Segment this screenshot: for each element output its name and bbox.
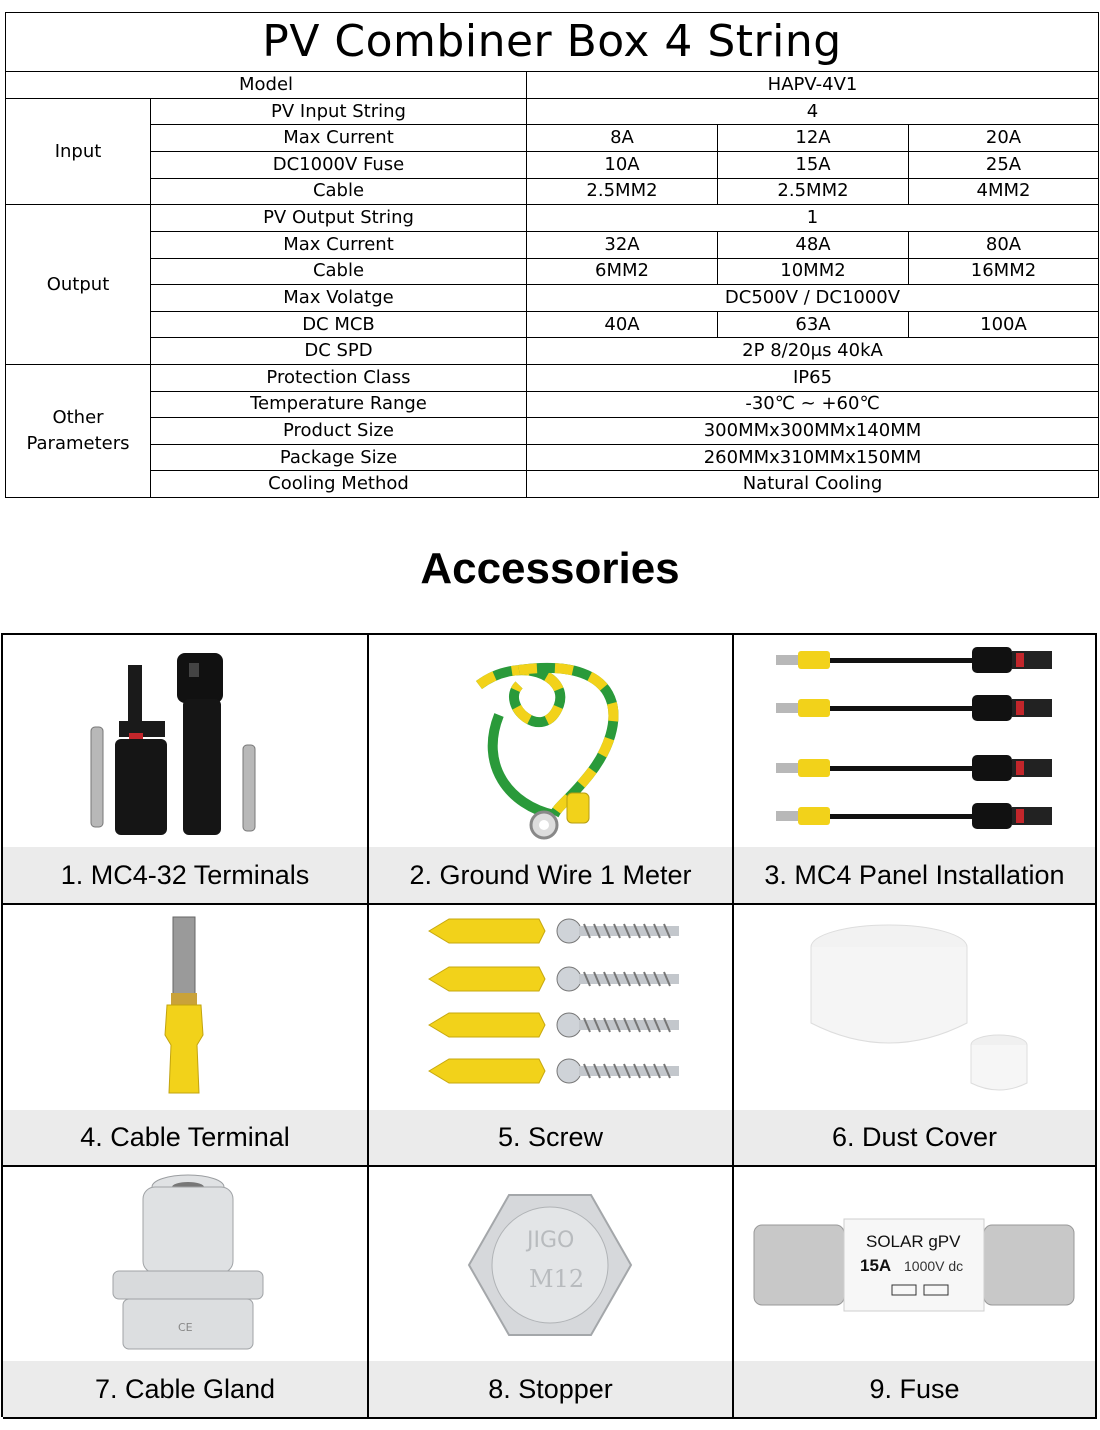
stopper-size: M12 xyxy=(529,1265,585,1293)
row-value: 25A xyxy=(909,152,1099,179)
row-label: Product Size xyxy=(151,418,527,445)
accessory-card xyxy=(369,905,734,1167)
row-value: 100A xyxy=(909,311,1099,338)
accessories-title: Accessories xyxy=(420,544,680,593)
accessories-row xyxy=(3,905,1097,1167)
row-label: Cooling Method xyxy=(151,471,527,498)
mc4-connector-icon xyxy=(3,635,367,848)
row-value: 10MM2 xyxy=(718,258,909,285)
table-row xyxy=(6,231,1099,258)
accessory-card xyxy=(369,1167,734,1419)
stopper-brand: JIGO xyxy=(527,1228,575,1253)
accessory-caption: 4. Cable Terminal xyxy=(3,1110,367,1165)
accessory-card xyxy=(734,635,1097,905)
row-label: DC SPD xyxy=(151,338,527,365)
row-label: Max Current xyxy=(151,231,527,258)
accessory-caption: 1. MC4-32 Terminals xyxy=(3,847,367,903)
row-value: 260MMx310MMx150MM xyxy=(527,444,1099,471)
accessory-caption: 3. MC4 Panel Installation xyxy=(734,847,1095,903)
accessory-caption: 9. Fuse xyxy=(734,1361,1095,1417)
group-input: Input xyxy=(6,98,151,204)
accessory-card xyxy=(3,1167,369,1419)
row-value: 48A xyxy=(718,231,909,258)
row-value: 32A xyxy=(527,231,718,258)
row-value: 4 xyxy=(527,98,1099,125)
spec-table xyxy=(5,12,1099,498)
accessory-caption: 7. Cable Gland xyxy=(3,1361,367,1417)
fuse-icon xyxy=(734,1167,1095,1363)
accessory-card xyxy=(734,1167,1097,1419)
row-value: 4MM2 xyxy=(909,178,1099,205)
table-row xyxy=(6,98,1099,125)
accessories-row xyxy=(3,635,1097,905)
row-value: 8A xyxy=(527,125,718,152)
row-label: PV Input String xyxy=(151,98,527,125)
group-output: Output xyxy=(6,205,151,365)
accessory-card xyxy=(734,905,1097,1167)
row-label: Temperature Range xyxy=(151,391,527,418)
ground-wire-icon xyxy=(369,635,732,848)
row-label: Package Size xyxy=(151,444,527,471)
row-value: 16MM2 xyxy=(909,258,1099,285)
row-value: 2P 8/20μs 40kA xyxy=(527,338,1099,365)
row-label: Max Current xyxy=(151,125,527,152)
table-row xyxy=(6,311,1099,338)
fuse-rating: 15A xyxy=(860,1256,892,1275)
row-value: 10A xyxy=(527,152,718,179)
table-row xyxy=(6,338,1099,365)
table-row xyxy=(6,285,1099,312)
accessory-caption: 6. Dust Cover xyxy=(734,1110,1095,1165)
fuse-voltage: 1000V dc xyxy=(904,1258,964,1274)
row-value: 1 xyxy=(527,205,1099,232)
row-value: 40A xyxy=(527,311,718,338)
gland-mark: CE xyxy=(178,1321,193,1334)
row-value: DC500V / DC1000V xyxy=(527,285,1099,312)
title-row xyxy=(6,13,1099,72)
row-value: 6MM2 xyxy=(527,258,718,285)
table-row xyxy=(6,205,1099,232)
model-label: Model xyxy=(6,72,527,99)
accessory-caption: 8. Stopper xyxy=(369,1361,732,1417)
group-other: Other Parameters xyxy=(6,364,151,497)
row-label: Max Volatge xyxy=(151,285,527,312)
table-row xyxy=(6,418,1099,445)
row-value: 300MMx300MMx140MM xyxy=(527,418,1099,445)
accessory-caption: 5. Screw xyxy=(369,1110,732,1165)
row-value: 2.5MM2 xyxy=(718,178,909,205)
table-row xyxy=(6,72,1099,99)
accessory-card xyxy=(369,635,734,905)
dust-cover-icon xyxy=(734,905,1095,1111)
accessories-grid xyxy=(1,633,1097,1417)
row-label: DC1000V Fuse xyxy=(151,152,527,179)
screw-anchor-icon xyxy=(369,905,732,1111)
table-row xyxy=(6,444,1099,471)
row-label: Protection Class xyxy=(151,364,527,391)
accessory-caption: 2. Ground Wire 1 Meter xyxy=(369,847,732,903)
row-value: 20A xyxy=(909,125,1099,152)
fuse-line1: SOLAR gPV xyxy=(866,1232,961,1251)
row-value: 2.5MM2 xyxy=(527,178,718,205)
accessory-card xyxy=(3,635,369,905)
accessories-row xyxy=(3,1167,1097,1419)
row-value: -30℃ ~ +60℃ xyxy=(527,391,1099,418)
cable-terminal-icon xyxy=(3,905,367,1111)
table-row xyxy=(6,125,1099,152)
model-value: HAPV-4V1 xyxy=(527,72,1099,99)
table-row xyxy=(6,364,1099,391)
spec-title: PV Combiner Box 4 String xyxy=(6,13,1099,72)
row-value: IP65 xyxy=(527,364,1099,391)
row-value: Natural Cooling xyxy=(527,471,1099,498)
row-value: 63A xyxy=(718,311,909,338)
row-label: PV Output String xyxy=(151,205,527,232)
cable-gland-icon xyxy=(3,1167,367,1363)
accessory-card xyxy=(3,905,369,1167)
table-row xyxy=(6,178,1099,205)
stopper-icon xyxy=(369,1167,732,1363)
table-row xyxy=(6,258,1099,285)
row-value: 80A xyxy=(909,231,1099,258)
table-row xyxy=(6,152,1099,179)
row-value: 15A xyxy=(718,152,909,179)
row-label: Cable xyxy=(151,178,527,205)
table-row xyxy=(6,391,1099,418)
row-value: 12A xyxy=(718,125,909,152)
mc4-panel-cable-icon xyxy=(734,635,1095,848)
table-row xyxy=(6,471,1099,498)
row-label: DC MCB xyxy=(151,311,527,338)
row-label: Cable xyxy=(151,258,527,285)
